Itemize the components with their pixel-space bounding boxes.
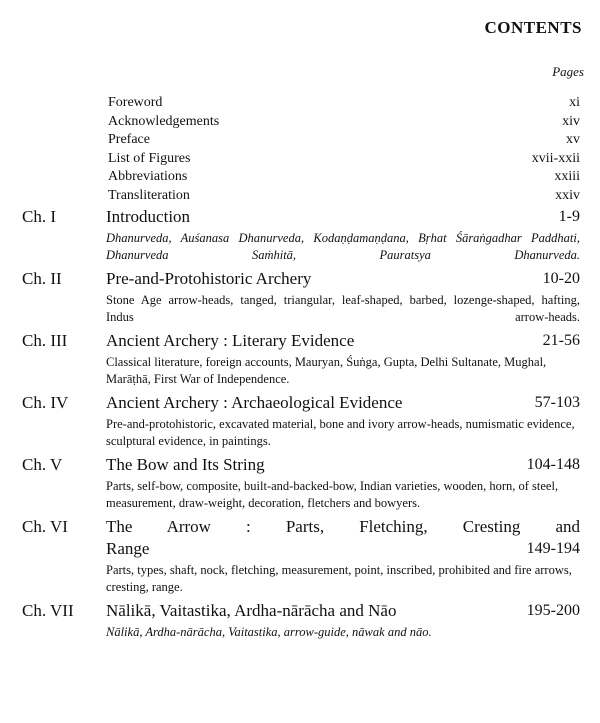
front-matter-list (108, 94, 580, 206)
front-matter-item (108, 94, 580, 113)
chapter-description: Classical literature, foreign accounts, Mauryan, Śuṅga, Gupta, Delhi Sultanate, Mughal, Marāṭhā, First War of Independence. (106, 355, 547, 386)
front-matter-item (108, 168, 580, 187)
chapter-description: Parts, self-bow, composite, built-and-backed-bow, Indian varieties, wooden, horn, of steel, measurement, draw-weight, decoration, fletchers and bowyers. (106, 479, 559, 510)
chapter-title: The Bow and Its String (106, 455, 265, 474)
front-matter-title: List of Figures (108, 150, 191, 166)
front-matter-title: Preface (108, 132, 150, 148)
front-matter-pages: xv (566, 132, 580, 148)
chapter-pages: 10-20 (542, 270, 580, 287)
front-matter-title: Foreword (108, 95, 163, 110)
front-matter-pages: xxiii (554, 169, 580, 185)
chapter-number: Ch. VII (22, 601, 74, 620)
chapter-entry (22, 392, 580, 452)
front-matter-item (108, 187, 580, 206)
chapter-description: Stone Age arrow-heads, tanged, triangular, leaf-shaped, barbed, lozenge-shaped, hafting, Indus arrow-heads. (106, 293, 580, 324)
chapter-number: Ch. III (22, 331, 68, 350)
chapter-pages: 21-56 (542, 332, 580, 349)
front-matter-item (108, 113, 580, 132)
chapter-pages: 57-103 (534, 394, 580, 411)
chapter-pages: 104-148 (526, 456, 580, 473)
front-matter-pages: xi (569, 95, 580, 110)
chapter-description: Parts, types, shaft, nock, fletching, measurement, point, inscribed, prohibited and fire arrows, cresting, range. (106, 563, 572, 594)
chapter-title: Ancient Archery : Archaeological Evidence (106, 393, 403, 412)
chapter-list (22, 206, 580, 645)
front-matter-pages: xiv (562, 113, 580, 129)
chapter-title: Introduction (106, 207, 191, 226)
front-matter-title: Abbreviations (108, 169, 188, 185)
front-matter-pages: xvii-xxii (531, 150, 580, 166)
chapter-title: Pre-and-Protohistoric Archery (106, 269, 312, 288)
chapter-title-line1: The Arrow : Parts, Fletching, Cresting and (106, 517, 580, 536)
front-matter-title: Transliteration (108, 187, 190, 203)
contents-heading: CONTENTS (484, 18, 582, 37)
chapter-pages: 195-200 (526, 602, 580, 619)
chapter-description: Nālikā, Ardha-nārācha, Vaitastika, arrow-guide, nāwak and nāo. (106, 625, 432, 639)
front-matter-item (108, 131, 580, 150)
chapter-entry (22, 330, 580, 390)
chapter-entry (22, 206, 580, 266)
chapter-description: Pre-and-protohistoric, excavated material, bone and ivory arrow-heads, numismatic evidence, sculptural evidence, in paintings. (106, 417, 575, 448)
chapter-number: Ch. I (22, 207, 56, 226)
chapter-pages: 1-9 (558, 208, 580, 225)
front-matter-title: Acknowledgements (108, 113, 220, 129)
chapter-title: Ancient Archery : Literary Evidence (106, 331, 355, 350)
chapter-title-line2: Range (106, 539, 150, 558)
chapter-entry (22, 600, 580, 643)
chapter-entry (22, 268, 580, 328)
chapter-pages: 149-194 (526, 540, 580, 557)
front-matter-pages: xxiv (555, 187, 580, 203)
chapter-entry (22, 516, 580, 598)
chapter-number: Ch. VI (22, 517, 68, 536)
chapter-number: Ch. IV (22, 393, 69, 412)
chapter-number: Ch. II (22, 269, 62, 288)
chapter-title: Nālikā, Vaitastika, Ardha-nārācha and Nāo (106, 601, 397, 620)
chapter-number: Ch. V (22, 455, 63, 474)
chapter-description: Dhanurveda, Auśanasa Dhanurveda, Kodaṇḍamaṇḍana, Bṛhat Śāraṅgadhar Paddhati, Dhanurveda Saṁhitā, Pauratsya Dhanurveda. (106, 231, 580, 262)
pages-column-label: Pages (552, 64, 584, 79)
chapter-entry (22, 454, 580, 514)
front-matter-item (108, 150, 580, 169)
